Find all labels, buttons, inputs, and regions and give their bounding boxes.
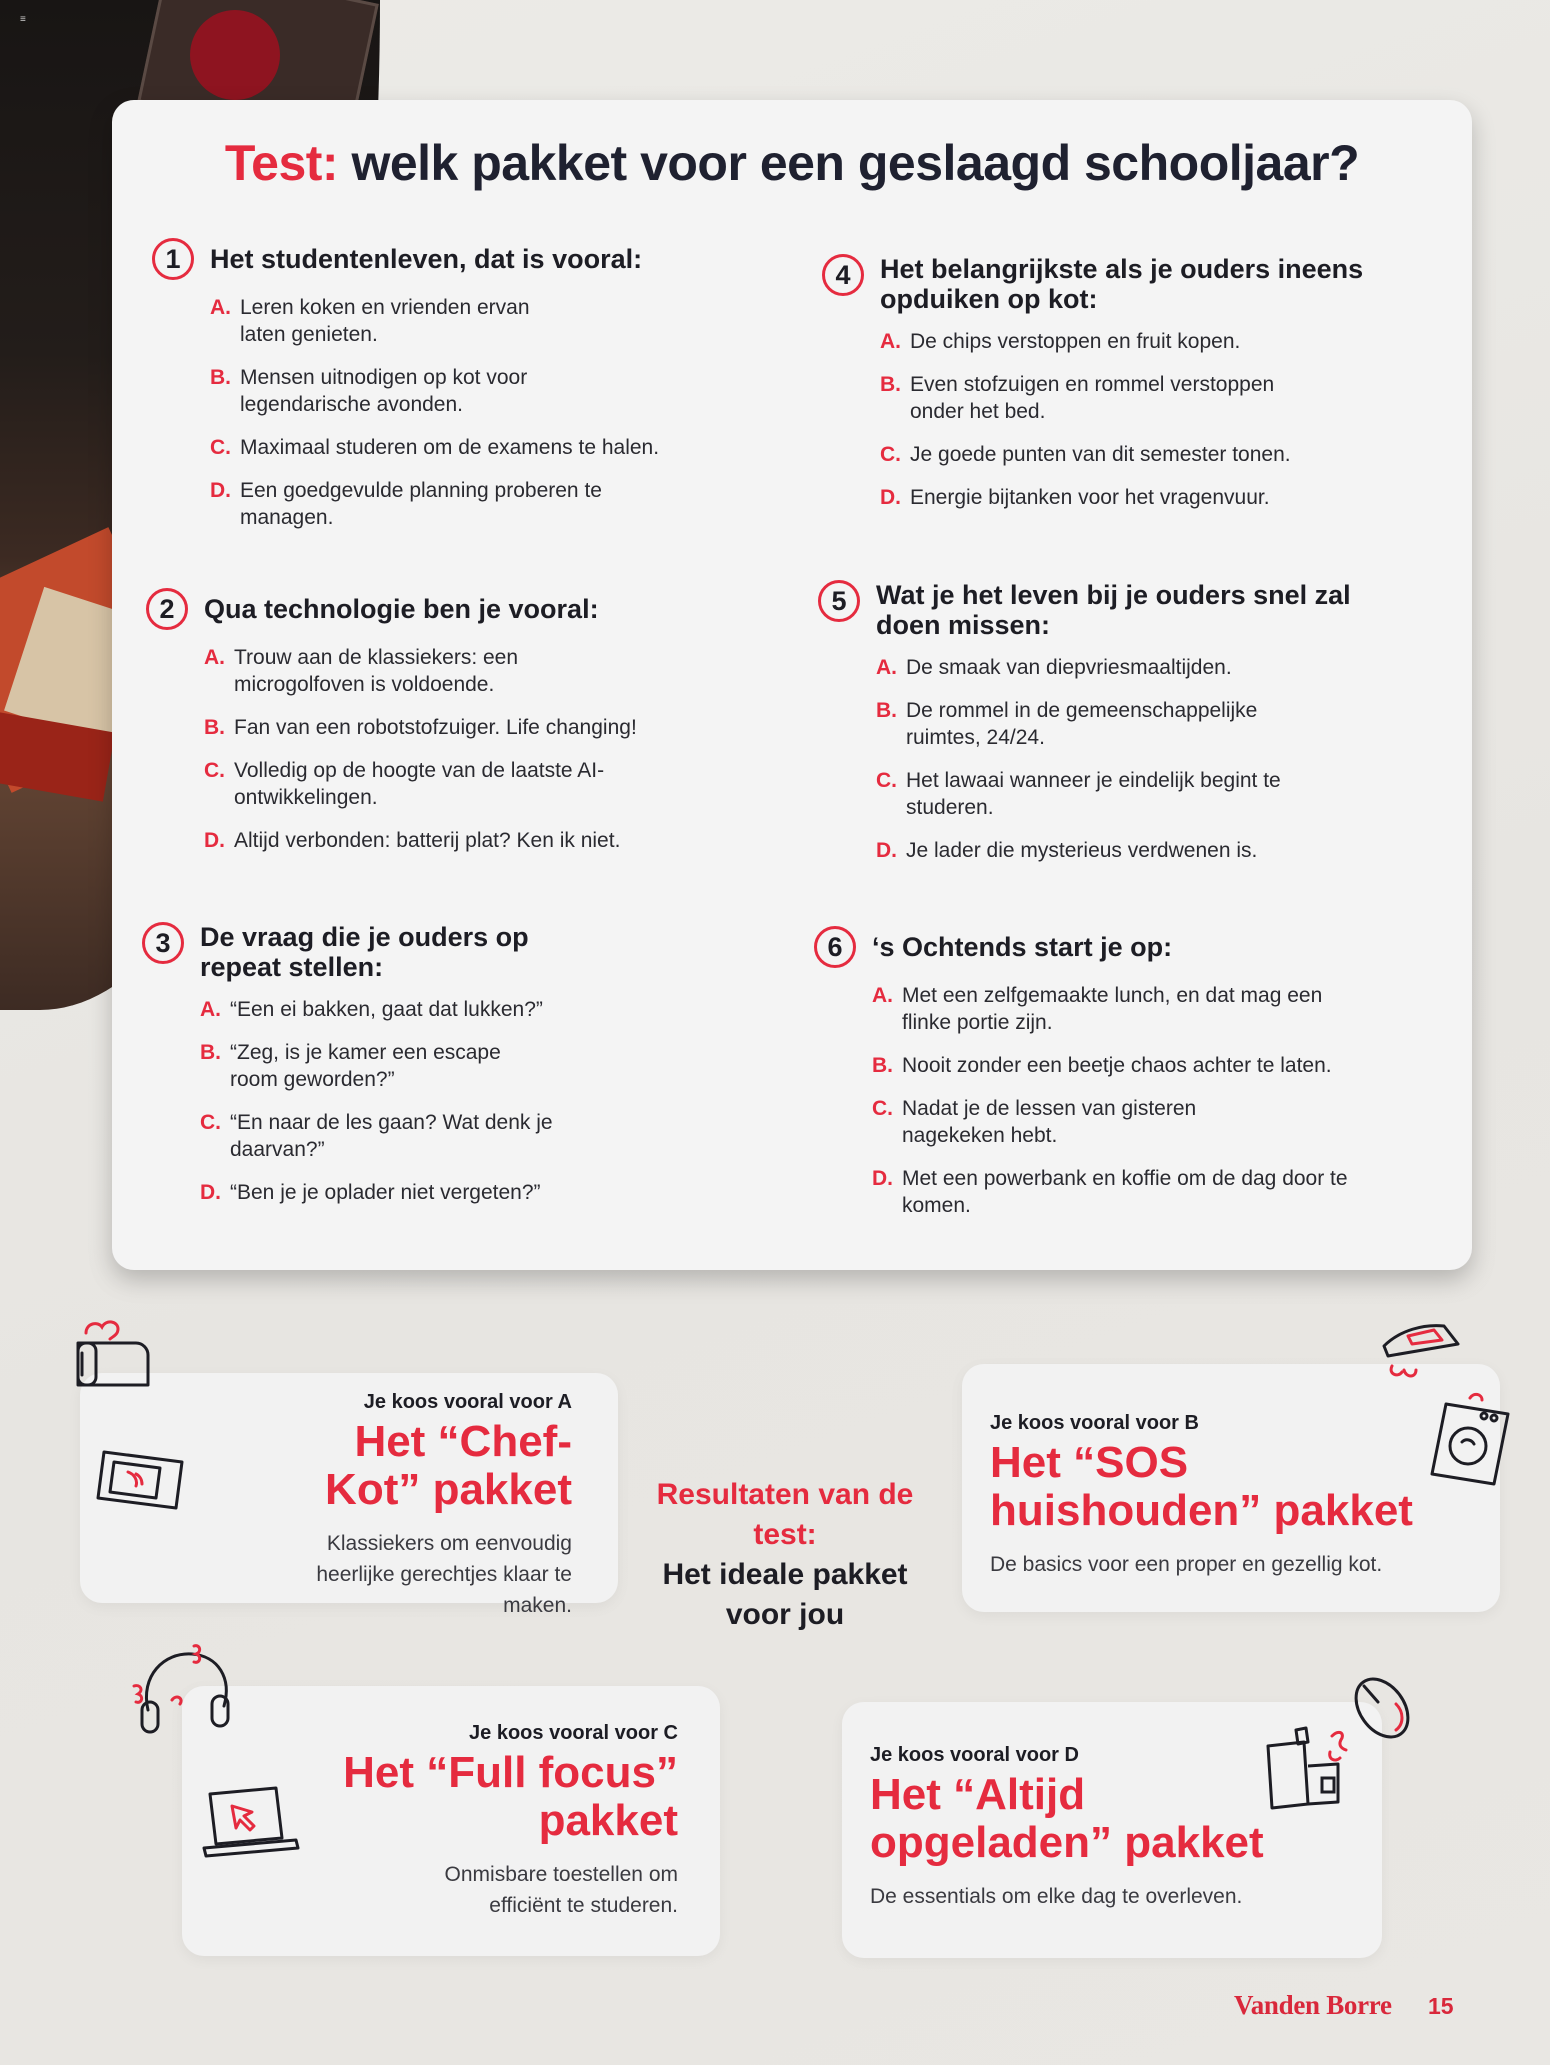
question-3 — [142, 916, 742, 1222]
menu-icon: ≡ — [20, 14, 26, 25]
answer-item — [210, 477, 752, 531]
answer-letter: D. — [880, 486, 901, 509]
quiz-title-accent: Test: — [224, 135, 339, 191]
question-text: ‘s Ochtends start je op: — [872, 932, 1173, 962]
answer-letter: D. — [210, 479, 231, 502]
answer-item — [880, 328, 1422, 355]
answer-text: Trouw aan de klassiekers: een microgolfoven is voldoende. — [234, 646, 519, 696]
answer-item — [880, 484, 1422, 511]
answer-text: Mensen uitnodigen op kot voor legendarische avonden. — [240, 366, 528, 416]
answer-letter: D. — [204, 829, 225, 852]
result-pre: Je koos vooral voor D — [870, 1744, 1079, 1766]
result-title: Het “Altijd opgeladen” pakket — [870, 1770, 1264, 1867]
result-desc: Klassiekers om eenvoudig heerlijke gerechtjes klaar te maken. — [316, 1532, 572, 1617]
answer-item — [204, 757, 746, 811]
answer-text: Leren koken en vrienden ervan laten genieten. — [240, 296, 530, 346]
answer-text: Nooit zonder een beetje chaos achter te laten. — [902, 1054, 1332, 1077]
results-heading-dark: Het ideale pakket voor jou — [662, 1558, 908, 1631]
result-title: Het “Chef-Kot” pakket — [325, 1417, 572, 1514]
answer-item — [880, 441, 1422, 468]
question-number: 3 — [142, 922, 184, 964]
answer-letter: A. — [872, 984, 893, 1007]
question-text: Wat je het leven bij je ouders snel zal doen missen: — [876, 580, 1351, 640]
results-heading-red: Resultaten van de test: — [656, 1478, 914, 1551]
question-number: 2 — [146, 588, 188, 630]
answer-text: Altijd verbonden: batterij plat? Ken ik niet. — [234, 829, 621, 852]
result-pre: Je koos vooral voor B — [990, 1412, 1199, 1434]
answer-letter: D. — [872, 1167, 893, 1190]
answer-letter: B. — [872, 1054, 893, 1077]
answer-item — [872, 1165, 1414, 1219]
result-pre: Je koos vooral voor A — [363, 1391, 572, 1413]
answer-letter: C. — [876, 769, 897, 792]
answer-text: “Ben je je oplader niet vergeten?” — [230, 1181, 541, 1204]
answer-text: Nadat je de lessen van gisteren nagekeken hebt. — [902, 1097, 1197, 1147]
answer-item — [210, 364, 752, 418]
answer-text: Je lader die mysterieus verdwenen is. — [906, 839, 1258, 862]
answer-text: Met een powerbank en koffie om de dag door te komen. — [902, 1167, 1348, 1217]
question-text: Het belangrijkste als je ouders ineens opduiken op kot: — [880, 254, 1364, 314]
answer-item — [872, 982, 1414, 1036]
question-1 — [152, 238, 752, 547]
answer-item — [876, 697, 1418, 751]
answer-item — [210, 434, 752, 461]
answer-letter: C. — [872, 1097, 893, 1120]
answer-text: Het lawaai wanneer je eindelijk begint te studeren. — [906, 769, 1281, 819]
question-number: 5 — [818, 580, 860, 622]
washing-machine-icon — [1426, 1390, 1516, 1490]
headphones-icon — [128, 1640, 238, 1740]
answer-item — [200, 1179, 742, 1206]
answer-text: Je goede punten van dit semester tonen. — [910, 443, 1291, 466]
question-text: De vraag die je ouders op repeat stellen: — [200, 922, 529, 982]
question-text: Qua technologie ben je vooral: — [204, 594, 599, 624]
answer-letter: D. — [876, 839, 897, 862]
result-title: Het “SOS huishouden” pakket — [990, 1438, 1413, 1535]
quiz-title-rest: welk pakket voor een geslaagd schooljaar? — [338, 135, 1360, 191]
answer-text: “Zeg, is je kamer een escape room geworden?” — [230, 1041, 501, 1091]
answer-letter: A. — [204, 646, 225, 669]
answer-letter: C. — [880, 443, 901, 466]
answer-text: Fan van een robotstofzuiger. Life changing! — [234, 716, 637, 739]
answer-letter: A. — [200, 998, 221, 1021]
answer-letter: B. — [200, 1041, 221, 1064]
answer-item — [876, 837, 1418, 864]
result-desc: De basics voor een proper en gezellig kot. — [990, 1553, 1383, 1576]
quiz-title — [112, 134, 1472, 192]
question-number: 6 — [814, 926, 856, 968]
answer-item — [204, 827, 746, 854]
quiz-card — [112, 100, 1472, 1270]
answer-letter: C. — [204, 759, 225, 782]
iron-icon — [1378, 1312, 1474, 1392]
answer-item — [200, 1039, 742, 1093]
answer-item — [876, 767, 1418, 821]
result-desc: De essentials om elke dag te overleven. — [870, 1885, 1243, 1908]
answer-item — [880, 371, 1422, 425]
answer-item — [200, 996, 742, 1023]
answer-text: Met een zelfgemaakte lunch, en dat mag een flinke portie zijn. — [902, 984, 1323, 1034]
answer-letter: B. — [876, 699, 897, 722]
answer-text: Een goedgevulde planning proberen te managen. — [240, 479, 602, 529]
laptop-icon — [200, 1782, 300, 1862]
question-2 — [146, 588, 746, 870]
answer-letter: D. — [200, 1181, 221, 1204]
answer-item — [876, 654, 1418, 681]
answer-text: De rommel in de gemeenschappelijke ruimtes, 24/24. — [906, 699, 1258, 749]
question-text: Het studentenleven, dat is vooral: — [210, 244, 643, 274]
answer-item — [210, 294, 752, 348]
question-number: 4 — [822, 254, 864, 296]
answer-item — [200, 1109, 742, 1163]
answer-text: De chips verstoppen en fruit kopen. — [910, 330, 1241, 353]
answer-letter: A. — [880, 330, 901, 353]
microwave-icon — [96, 1432, 192, 1512]
question-4 — [822, 248, 1422, 527]
question-5 — [818, 574, 1418, 880]
answer-text: “Een ei bakken, gaat dat lukken?” — [230, 998, 543, 1021]
page-number: 15 — [1428, 1993, 1454, 2019]
toaster-icon — [60, 1305, 160, 1405]
results-heading — [640, 1475, 930, 1635]
result-card-b — [962, 1364, 1500, 1612]
answer-text: De smaak van diepvriesmaaltijden. — [906, 656, 1232, 679]
brand-logo: Vanden Borre — [1234, 1990, 1392, 2020]
answer-letter: B. — [880, 373, 901, 396]
answer-letter: A. — [210, 296, 231, 319]
answer-text: Maximaal studeren om de examens te halen. — [240, 436, 660, 459]
answer-text: “En naar de les gaan? Wat denk je daarvan?” — [230, 1111, 553, 1161]
answer-letter: C. — [210, 436, 231, 459]
answer-letter: B. — [204, 716, 225, 739]
result-pre: Je koos vooral voor C — [469, 1722, 678, 1744]
result-desc: Onmisbare toestellen om efficiënt te studeren. — [444, 1863, 678, 1917]
answer-item — [872, 1052, 1414, 1079]
answer-text: Energie bijtanken voor het vragenvuur. — [910, 486, 1270, 509]
answer-letter: A. — [876, 656, 897, 679]
answer-text: Even stofzuigen en rommel verstoppen onder het bed. — [910, 373, 1275, 423]
answer-letter: B. — [210, 366, 231, 389]
answer-item — [872, 1095, 1414, 1149]
answer-item — [204, 644, 746, 698]
answer-item — [204, 714, 746, 741]
question-6 — [814, 926, 1414, 1235]
question-number: 1 — [152, 238, 194, 280]
answer-letter: C. — [200, 1111, 221, 1134]
answer-text: Volledig op de hoogte van de laatste AI-ontwikkelingen. — [234, 759, 605, 809]
result-title: Het “Full focus” pakket — [343, 1748, 678, 1845]
coffee-machine-icon — [1262, 1722, 1362, 1812]
